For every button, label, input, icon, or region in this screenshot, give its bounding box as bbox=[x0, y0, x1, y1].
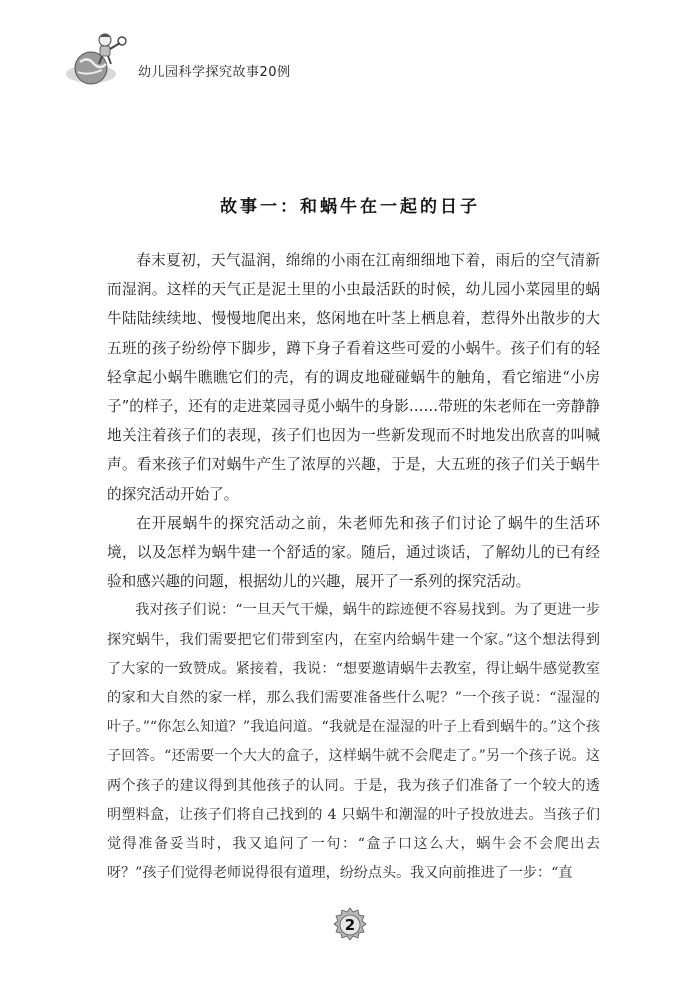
paragraph: 我对孩子们说：“一旦天气干燥，蜗牛的踪迹便不容易找到。为了更进一步探究蜗牛，我们需要把它们带到室内，在室内给蜗牛建一个家。”这个想法得到了大家的一致赞成。紧接着，我说：“想要邀请蜗牛去教室，得让蜗牛感觉教室的家和大自然的家一样，那么我们需要准备些什么呢？”一个孩子说：“湿湿的叶子。”“你怎么知道？”我追问道。“我就是在湿湿的叶子上看到蜗牛的。”这个孩子回答。“还需要一个大大的盒子，这样蜗牛就不会爬走了。”另一个孩子说。这两个孩子的建议得到其他孩子的认同。于是，我为孩子们准备了一个较大的透明塑料盒，让孩子们将自己找到的 4 只蜗牛和潮湿的叶子投放进去。当孩子们觉得准备妥当时，我又追问了一句：“盒子口这么大，蜗牛会不会爬出去呀？”孩子们觉得老师说得很有道理，纷纷点头。我又向前推进了一步：“直 bbox=[107, 602, 600, 882]
body-text bbox=[107, 246, 600, 888]
paragraph: 在开展蜗牛的探究活动之前，朱老师先和孩子们讨论了蜗牛的生活环境，以及怎样为蜗牛建一个舒适的家。随后，通过谈话，了解幼儿的已有经验和感兴趣的问题，根据幼儿的兴趣，展开了一系列的探究活动。 bbox=[107, 514, 600, 591]
running-header bbox=[58, 28, 658, 88]
book-title: 幼儿园科学探究故事20例 bbox=[138, 65, 291, 80]
child-on-globe-icon bbox=[58, 28, 136, 88]
page-number-badge bbox=[331, 906, 369, 944]
paragraph: 春末夏初，天气温润，绵绵的小雨在江南细细地下着，雨后的空气清新而湿润。这样的天气正是泥土里的小虫最活跃的时候，幼儿园小菜园里的蜗牛陆陆续续地、慢慢地爬出来，悠闲地在叶茎上栖息着，惹得外出散步的大五班的孩子纷纷停下脚步，蹲下身子看着这些可爱的小蜗牛。孩子们有的轻轻拿起小蜗牛瞧瞧它们的壳，有的调皮地碰碰蜗牛的触角，看它缩进“小房子”的样子，还有的走进菜园寻觅小蜗牛的身影……带班的朱老师在一旁静静地关注着孩子们的表现，孩子们也因为一些新发现而不时地发出欣喜的叫喊声。看来孩子们对蜗牛产生了浓厚的兴趣，于是，大五班的孩子们关于蜗牛的探究活动开始了。 bbox=[107, 252, 600, 503]
chapter-title: 故事一：和蜗牛在一起的日子 bbox=[220, 197, 480, 217]
page-number: 2 bbox=[344, 916, 356, 934]
